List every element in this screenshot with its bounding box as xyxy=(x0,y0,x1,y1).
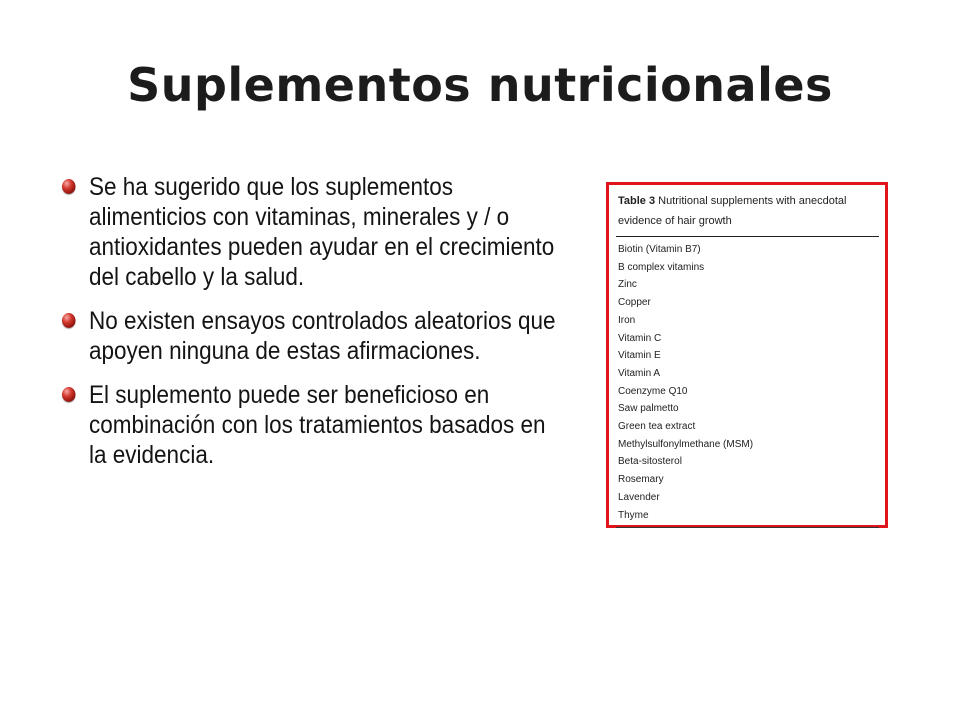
table-caption xyxy=(616,191,879,231)
supplement-item: Coenzyme Q10 xyxy=(618,385,688,397)
table-caption-text: Nutritional supplements with anecdotal evidence of hair growth xyxy=(618,195,847,227)
supplement-item: Zinc xyxy=(618,279,637,291)
supplement-item: Biotin (Vitamin B7) xyxy=(618,244,701,255)
supplement-item: Copper xyxy=(618,297,651,309)
supplement-item: B complex vitamins xyxy=(618,261,705,273)
bullet-item xyxy=(62,380,562,470)
supplement-item: Vitamin E xyxy=(618,350,661,362)
bullet-text: No existen ensayos controlados aleatorios que apoyen ninguna de estas afirmaciones. xyxy=(89,307,556,365)
bullet-text: El suplemento puede ser beneficioso en combinación con los tratamientos basados en la evidencia. xyxy=(89,381,546,469)
supplement-item: Beta-sitosterol xyxy=(618,456,682,468)
supplement-item: Iron xyxy=(618,314,636,326)
bullet-list xyxy=(62,172,556,484)
supplement-item: Vitamin A xyxy=(618,367,661,379)
slide-title: Suplementos nutricionales xyxy=(127,58,833,112)
table-label: Table 3 xyxy=(618,195,656,207)
supplements-table-figure xyxy=(606,182,888,528)
bullet-icon xyxy=(62,179,76,194)
supplement-item: Lavender xyxy=(618,491,660,503)
supplement-item: Rosemary xyxy=(618,474,664,486)
supplement-item: Vitamin C xyxy=(618,332,662,344)
bullet-text: Se ha sugerido que los suplementos alimenticios con vitaminas, minerales y / o antioxidantes pueden ayudar en el crecimiento del cabello y la salud. xyxy=(89,173,555,291)
bullet-item xyxy=(62,172,562,292)
bullet-item xyxy=(62,306,562,366)
supplement-item: Methylsulfonylmethane (MSM) xyxy=(618,438,754,450)
supplement-list xyxy=(616,241,879,524)
supplement-item: Saw palmetto xyxy=(618,403,679,415)
supplement-item: Green tea extract xyxy=(618,421,696,433)
bullet-icon xyxy=(62,387,76,402)
table-rule-top xyxy=(616,236,879,237)
supplement-item: Thyme xyxy=(618,509,649,521)
bullet-icon xyxy=(62,313,76,328)
table-rule-bottom xyxy=(616,527,879,528)
